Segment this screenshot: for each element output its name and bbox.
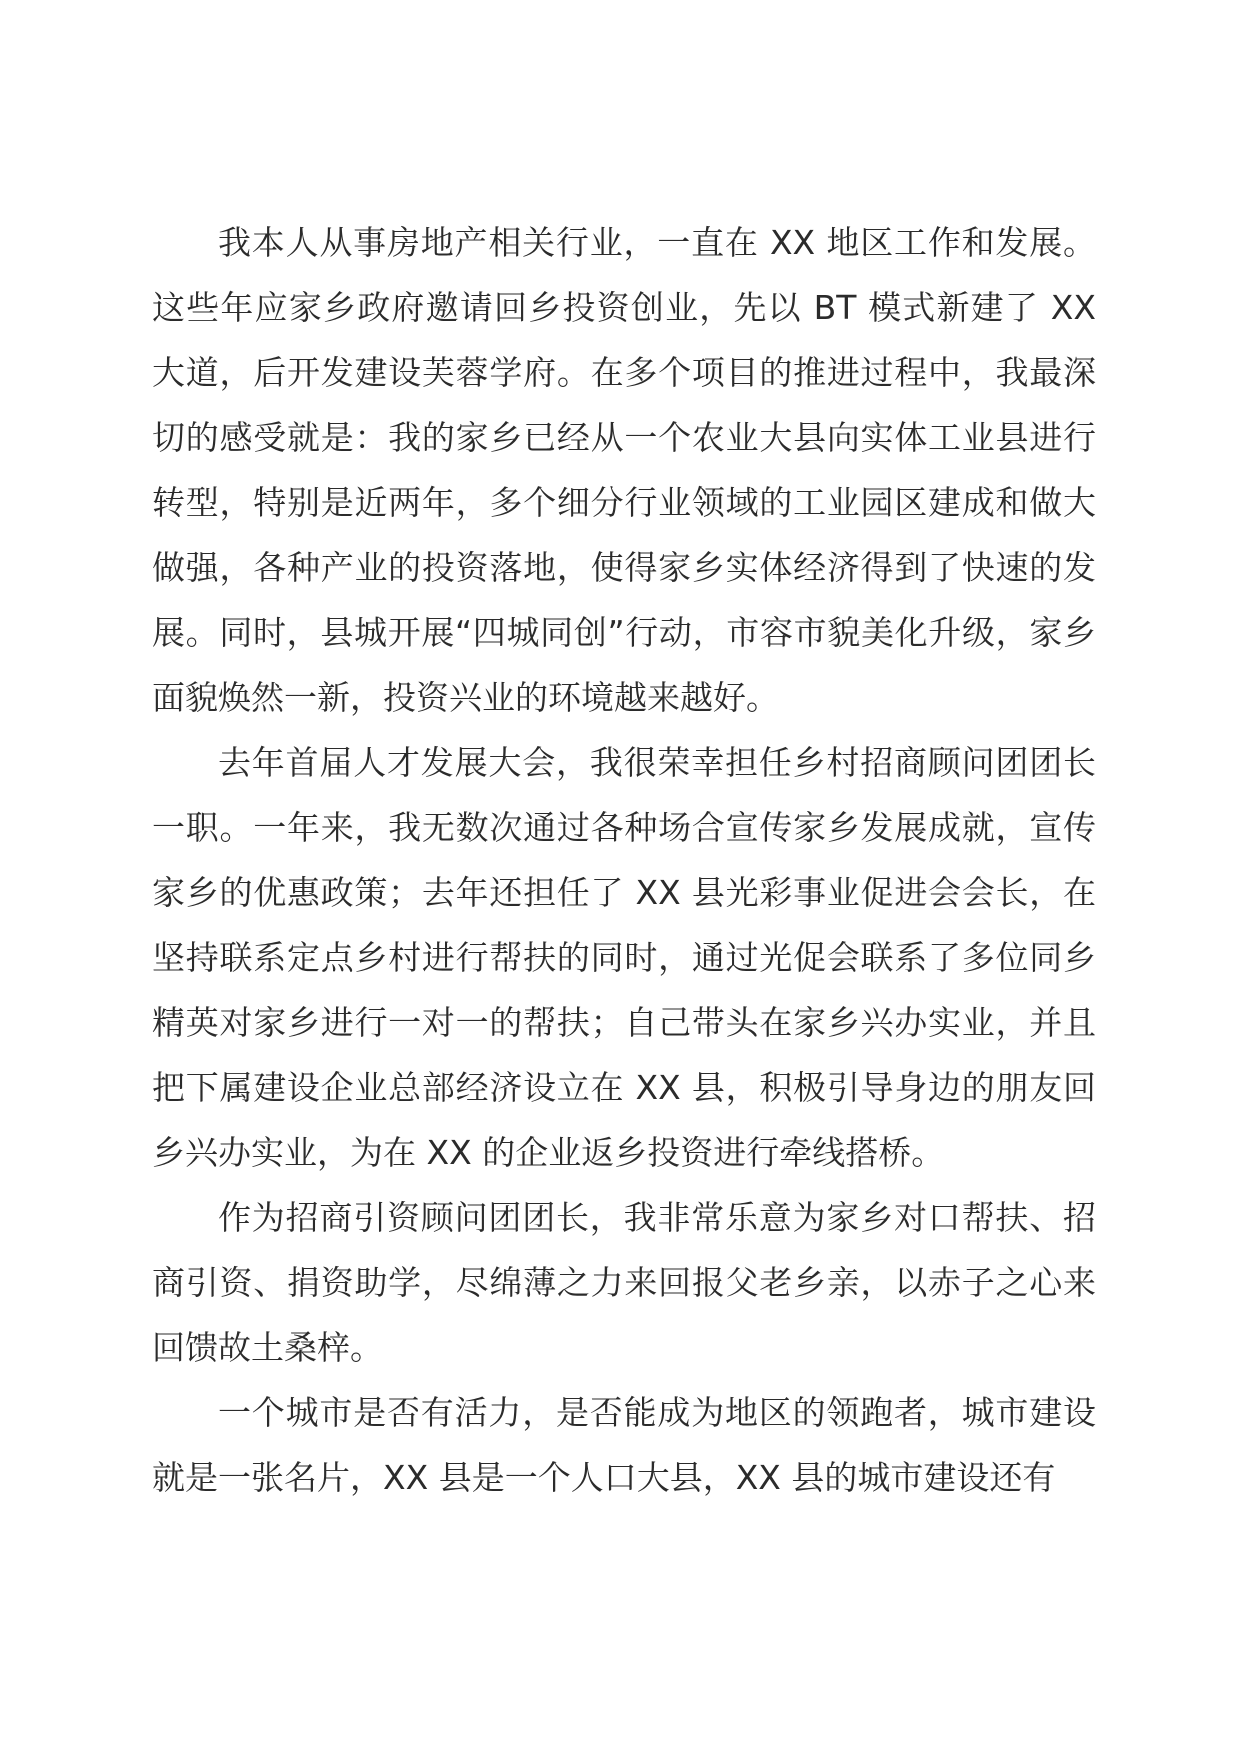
paragraph-1: 我本人从事房地产相关行业，一直在 XX 地区工作和发展。这些年应家乡政府邀请回乡投资创业，先以 BT 模式新建了 XX 大道，后开发建设芙蓉学府。在多个项目的推进过程中，我最深切的感受就是：我的家乡已经从一个农业大县向实体工业县进行转型，特别是近两年，多个细分行业领域的工业园区建成和做大做强，各种产业的投资落地，使得家乡实体经济得到了快速的发展。同时，县城开展“四城同创”行动，市容市貌美化升级，家乡面貌焕然一新，投资兴业的环境越来越好。 [152,223,1096,717]
document-body [152,210,1096,1510]
paragraph-3: 作为招商引资顾问团团长，我非常乐意为家乡对口帮扶、招商引资、捐资助学，尽绵薄之力来回报父老乡亲，以赤子之心来回馈故土桑梓。 [152,1198,1096,1367]
paragraph-2: 去年首届人才发展大会，我很荣幸担任乡村招商顾问团团长一职。一年来，我无数次通过各种场合宣传家乡发展成就，宣传家乡的优惠政策；去年还担任了 XX 县光彩事业促进会会长，在坚持联系定点乡村进行帮扶的同时，通过光促会联系了多位同乡精英对家乡进行一对一的帮扶；自己带头在家乡兴办实业，并且把下属建设企业总部经济设立在 XX 县，积极引导身边的朋友回乡兴办实业，为在 XX 的企业返乡投资进行牵线搭桥。 [152,743,1096,1172]
paragraph-4: 一个城市是否有活力，是否能成为地区的领跑者，城市建设就是一张名片，XX 县是一个人口大县，XX 县的城市建设还有 [152,1393,1096,1497]
